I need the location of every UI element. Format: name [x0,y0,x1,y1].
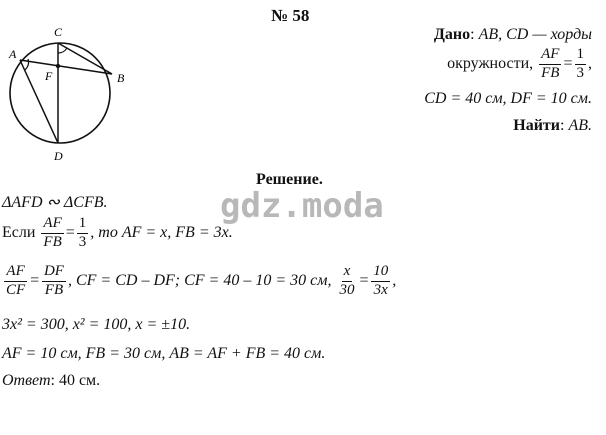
answer-label: Ответ [2,372,51,389]
prop-rest: , CF = CD – DF; CF = 40 – 10 = 30 см, [67,271,332,289]
given-line-2 [447,47,592,82]
given-chords: AB, CD — хорды [478,26,592,43]
if-rest: , то AF = x, FB = 3x. [90,223,233,241]
prop-eq-2: = [358,271,370,289]
given-ratio-value [575,47,587,82]
given-circle-word: окружности, [447,54,534,72]
prop-fraction-1 [4,264,27,299]
result-line: AF = 10 см, FB = 30 см, AB = AF + FB = 40 см. [2,345,326,362]
given-ratio-num: AF [539,47,561,65]
prop-f4-den: 3x [373,281,388,298]
given-label: Дано [433,26,471,43]
if-val-den: 3 [78,233,87,250]
prop-fraction-3 [337,264,356,299]
if-val-num: 1 [77,216,89,234]
find-value: AB. [568,117,592,134]
find-label: Найти [513,117,560,134]
point-f [56,64,60,68]
circle-figure [8,22,146,170]
find-line: Найти: AB. [513,117,592,134]
prop-eq: = [29,271,40,289]
circle-outline [10,43,110,143]
if-eq: = [65,223,75,241]
prop-f1-num: AF [4,264,26,282]
label-f: F [45,69,53,83]
given-line2-comma: , [588,54,592,72]
label-d: D [54,149,63,163]
if-frac-den: FB [43,233,62,250]
prop-f3-num: x [342,264,353,282]
label-c: C [54,25,63,39]
if-word: Если [2,223,36,241]
watermark: gdz.moda [220,186,384,226]
prop-f2-num: DF [42,264,66,282]
chord-ab [20,60,112,74]
equation-line: 3x² = 300, x² = 100, x = ±10. [2,316,191,333]
prop-end: , [392,271,397,289]
given-ratio-fraction [539,47,561,82]
given-value-num: 1 [575,47,587,65]
if-frac-num: AF [41,216,63,234]
given-line-3: CD = 40 см, DF = 10 см. [424,90,592,107]
if-value [77,216,89,251]
angle-mark-c [58,48,67,53]
prop-f2-den: FB [44,281,64,298]
prop-f4-num: 10 [371,264,390,282]
prop-f3-den: 30 [339,281,355,298]
similarity-line: ΔAFD ∾ ΔCFB. [2,194,108,211]
if-fraction [41,216,63,251]
proportion-line [2,264,396,299]
given-ratio-eq: = [563,54,573,72]
answer-value: : 40 см. [50,372,101,389]
prop-fraction-4 [371,264,390,299]
problem-number: № 58 [271,6,310,25]
label-a: A [9,47,17,61]
prop-fraction-2 [42,264,66,299]
given-line-1: Дано: AB, CD — хорды [433,26,592,43]
prop-f1-den: CF [6,281,26,298]
if-line [2,216,233,251]
solution-heading: Решение. [256,171,323,188]
answer-line [2,372,100,390]
given-value-den: 3 [576,64,584,81]
label-b: B [117,71,125,85]
given-ratio-den: FB [541,64,560,81]
